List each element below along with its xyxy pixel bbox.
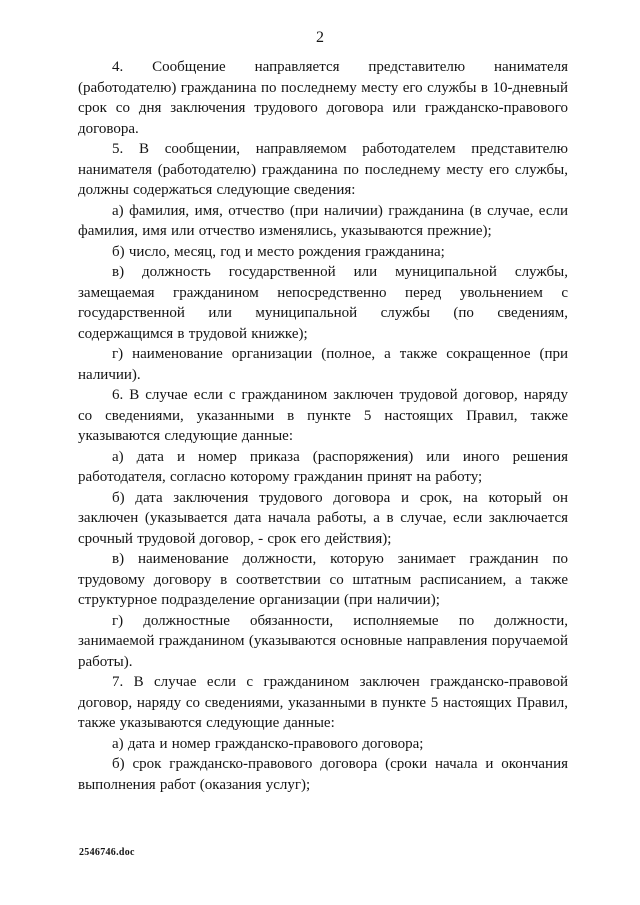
- paragraph-5g: г) наименование организации (полное, а также сокращенное (при наличии).: [78, 346, 568, 383]
- paragraph-5b: б) число, месяц, год и место рождения гражданина;: [112, 243, 445, 260]
- footer-filename: 2546746.doc: [79, 847, 135, 858]
- paragraph-6v: в) наименование должности, которую занимает гражданин по трудовому договору в соответствии со штатным расписанием, а также структурное подразделение организации (при наличии);: [78, 551, 568, 608]
- paragraph-7b: б) срок гражданско-правового договора (сроки начала и окончания выполнения работ (оказания услуг);: [78, 756, 568, 793]
- paragraph-5: 5. В сообщении, направляемом работодателем представителю нанимателя (работодателю) гражданина по последнему месту его службы, должны содержаться следующие сведения:: [78, 141, 568, 198]
- document-body: [78, 57, 568, 795]
- paragraph-6: 6. В случае если с гражданином заключен трудовой договор, наряду со сведениями, указанными в пункте 5 настоящих Правил, также указываются следующие данные:: [78, 387, 568, 444]
- paragraph-7a: а) дата и номер гражданско-правового договора;: [112, 735, 424, 752]
- paragraph-5v: в) должность государственной или муниципальной службы, замещаемая гражданином непосредственно перед увольнением с государственной или муниципальной службы (по сведениям, содержащимся в трудовой книжке);: [78, 264, 568, 342]
- paragraph-6g: г) должностные обязанности, исполняемые по должности, занимаемой гражданином (указываются основные направления поручаемой работы).: [78, 612, 568, 670]
- paragraph-6b: б) дата заключения трудового договора и срок, на который он заключен (указывается дата начала работы, а в случае, если заключается срочный трудовой договор, - срок его действия);: [78, 489, 568, 547]
- paragraph-5a: а) фамилия, имя, отчество (при наличии) гражданина (в случае, если фамилия, имя или отчество изменялись, указываются прежние);: [78, 202, 568, 239]
- paragraph-7: 7. В случае если с гражданином заключен гражданско-правовой договор, наряду со сведениями, указанными в пункте 5 настоящих Правил, также указываются следующие данные:: [78, 674, 568, 731]
- paragraph-6a: а) дата и номер приказа (распоряжения) или иного решения работодателя, согласно которому гражданин принят на работу;: [78, 448, 568, 485]
- page-number: 2: [316, 29, 324, 46]
- paragraph-4: 4. Сообщение направляется представителю нанимателя (работодателю) гражданина по последнему месту его службы в 10-дневный срок со дня заключения трудового договора или гражданско-правового договора.: [78, 59, 568, 137]
